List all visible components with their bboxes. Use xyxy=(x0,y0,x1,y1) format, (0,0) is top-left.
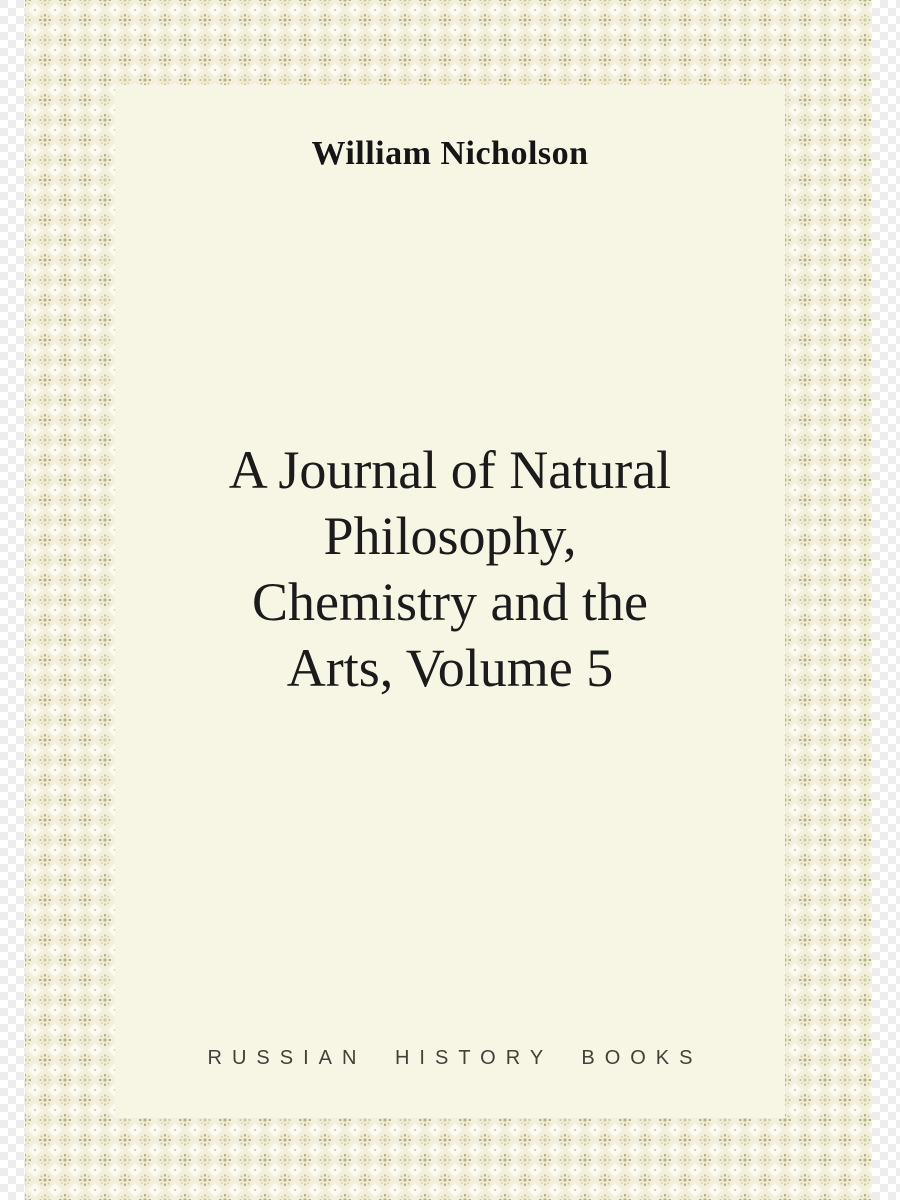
cover-inner-panel xyxy=(115,85,785,1118)
author-name: William Nicholson xyxy=(311,135,589,172)
title-line-2: Philosophy, xyxy=(323,506,577,566)
title-line-1: A Journal of Natural xyxy=(228,440,672,500)
book-title xyxy=(115,437,785,701)
title-line-4: Arts, Volume 5 xyxy=(286,638,614,698)
title-line-3: Chemistry and the xyxy=(252,572,648,632)
publisher-imprint: RUSSIAN HISTORY BOOKS xyxy=(207,1047,703,1069)
book-cover xyxy=(25,0,872,1200)
